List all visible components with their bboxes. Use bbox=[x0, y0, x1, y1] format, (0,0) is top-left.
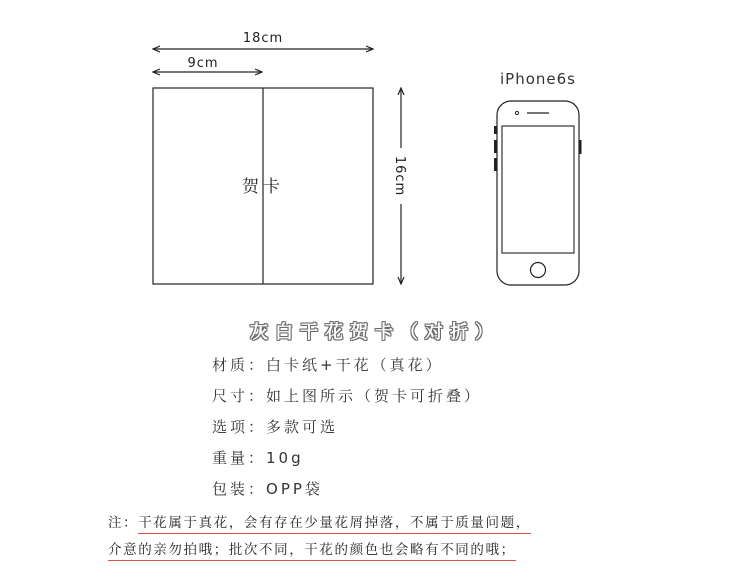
note-line-2 bbox=[108, 538, 748, 565]
spec-weight bbox=[212, 447, 482, 478]
phone-icon bbox=[494, 101, 582, 285]
note-text: ，会有存在少量花屑掉落，不属于质量问题， bbox=[229, 515, 531, 534]
note bbox=[108, 511, 748, 565]
spec-packaging bbox=[212, 478, 482, 509]
height-dimension bbox=[392, 88, 407, 284]
width-label: 18cm bbox=[242, 31, 284, 46]
spec-label: 选项： bbox=[212, 418, 267, 436]
height-label: 16cm bbox=[392, 155, 407, 197]
spec-list bbox=[212, 354, 482, 509]
half-width-label: 9cm bbox=[187, 56, 219, 71]
spec-label: 尺寸： bbox=[212, 387, 267, 405]
spec-label: 包装： bbox=[212, 480, 267, 498]
note-underlined-text: 干花属于真花 bbox=[138, 515, 229, 534]
spec-options bbox=[212, 416, 482, 447]
phone-label: iPhone6s bbox=[500, 70, 576, 88]
spec-value: 白卡纸+干花（真花） bbox=[266, 356, 444, 374]
spec-label: 重量： bbox=[212, 449, 267, 467]
spec-value: 如上图所示（贺卡可折叠） bbox=[266, 387, 483, 405]
spec-value: 多款可选 bbox=[266, 418, 339, 436]
note-line-1 bbox=[108, 511, 748, 538]
spec-material bbox=[212, 354, 482, 385]
product-title: 灰白干花贺卡（对折） bbox=[250, 322, 500, 343]
width-dimension bbox=[153, 31, 373, 49]
half-width-dimension bbox=[153, 56, 262, 72]
phone-reference bbox=[494, 70, 582, 285]
spec-size bbox=[212, 385, 482, 416]
note-prefix: 注： bbox=[108, 515, 139, 531]
card-label: 贺卡 bbox=[242, 177, 284, 197]
folded-card bbox=[153, 88, 373, 284]
note-underlined-text: 批次不同，干花的颜色也会略有不同的哦； bbox=[229, 542, 516, 561]
spec-label: 材质： bbox=[212, 356, 267, 374]
spec-value: 10g bbox=[266, 449, 304, 467]
note-text: 介意的亲勿拍哦； bbox=[108, 542, 229, 561]
spec-value: OPP袋 bbox=[266, 480, 323, 498]
